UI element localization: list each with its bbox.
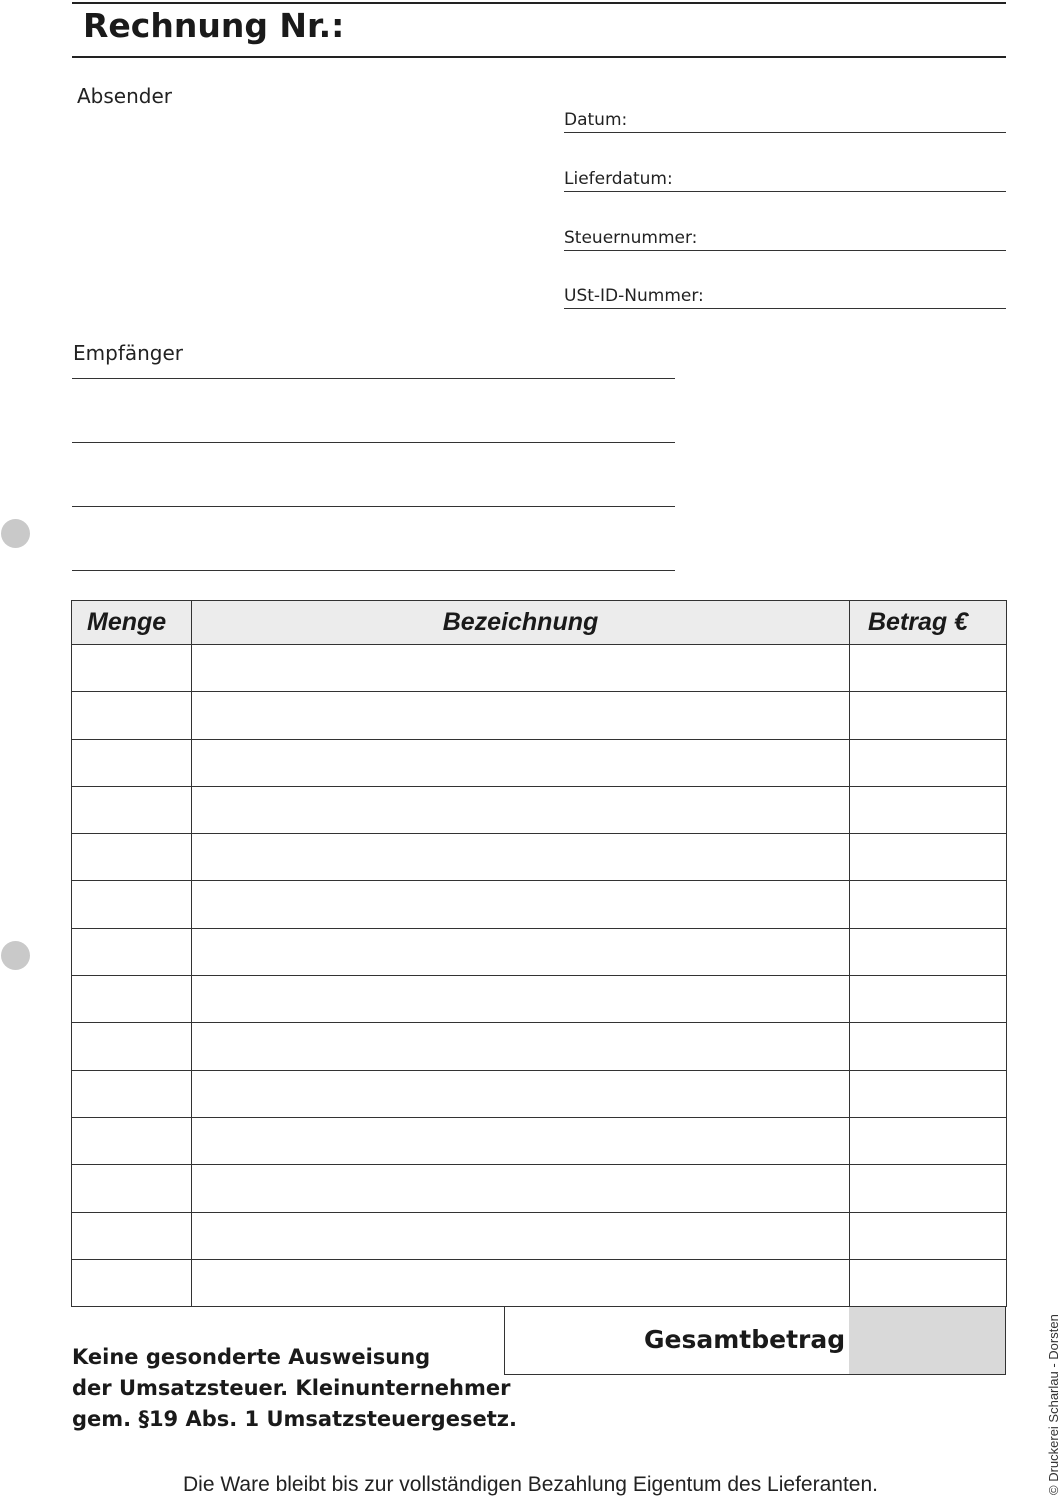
description-cell[interactable] xyxy=(192,928,850,975)
description-cell[interactable] xyxy=(192,1259,850,1306)
quantity-cell[interactable] xyxy=(72,976,192,1023)
table-row xyxy=(72,976,1007,1023)
table-row xyxy=(72,1070,1007,1117)
description-cell[interactable] xyxy=(192,739,850,786)
table-row xyxy=(72,1117,1007,1164)
amount-cell[interactable] xyxy=(850,1023,1007,1070)
quantity-cell[interactable] xyxy=(72,1212,192,1259)
vat-id-field[interactable] xyxy=(564,284,1006,309)
small-business-notice xyxy=(72,1342,517,1435)
total-label: Gesamtbetrag xyxy=(644,1325,846,1354)
amount-cell[interactable] xyxy=(850,1070,1007,1117)
table-row xyxy=(72,1212,1007,1259)
title-bottom-rule xyxy=(72,56,1006,58)
description-cell[interactable] xyxy=(192,1165,850,1212)
table-row xyxy=(72,834,1007,881)
notice-line-1: Keine gesonderte Ausweisung xyxy=(72,1345,431,1369)
amount-cell[interactable] xyxy=(850,976,1007,1023)
table-row xyxy=(72,692,1007,739)
recipient-line-2[interactable] xyxy=(72,442,675,443)
date-label: Datum: xyxy=(564,110,628,130)
quantity-cell[interactable] xyxy=(72,1117,192,1164)
recipient-line-3[interactable] xyxy=(72,506,675,507)
quantity-cell[interactable] xyxy=(72,834,192,881)
description-cell[interactable] xyxy=(192,692,850,739)
quantity-cell[interactable] xyxy=(72,645,192,692)
amount-cell[interactable] xyxy=(850,1259,1007,1306)
amount-cell[interactable] xyxy=(850,881,1007,928)
printer-imprint: © Druckerei Scharlau - Dorsten xyxy=(1046,1314,1061,1495)
description-cell[interactable] xyxy=(192,645,850,692)
table-row xyxy=(72,881,1007,928)
recipient-line-1[interactable] xyxy=(72,378,675,379)
quantity-cell[interactable] xyxy=(72,1070,192,1117)
description-cell[interactable] xyxy=(192,1212,850,1259)
title-top-rule xyxy=(72,2,1006,4)
punch-hole-upper xyxy=(1,519,30,548)
table-row xyxy=(72,928,1007,975)
table-row xyxy=(72,645,1007,692)
invoice-title: Rechnung Nr.: xyxy=(83,6,345,45)
table-row xyxy=(72,786,1007,833)
table-row xyxy=(72,1259,1007,1306)
description-cell[interactable] xyxy=(192,1117,850,1164)
delivery-date-field[interactable] xyxy=(564,167,1006,192)
quantity-cell[interactable] xyxy=(72,692,192,739)
date-field[interactable] xyxy=(564,108,1006,133)
quantity-cell[interactable] xyxy=(72,881,192,928)
amount-cell[interactable] xyxy=(850,1212,1007,1259)
table-header-row xyxy=(72,601,1007,645)
column-header-amount: Betrag € xyxy=(850,601,1007,645)
quantity-cell[interactable] xyxy=(72,1165,192,1212)
table-row xyxy=(72,1023,1007,1070)
notice-line-3: gem. §19 Abs. 1 Umsatzsteuergesetz. xyxy=(72,1407,517,1431)
punch-hole-lower xyxy=(1,941,30,970)
quantity-cell[interactable] xyxy=(72,1259,192,1306)
quantity-cell[interactable] xyxy=(72,786,192,833)
amount-cell[interactable] xyxy=(850,834,1007,881)
recipient-label: Empfänger xyxy=(73,341,184,365)
amount-cell[interactable] xyxy=(850,928,1007,975)
description-cell[interactable] xyxy=(192,881,850,928)
tax-number-label: Steuernummer: xyxy=(564,228,698,248)
amount-cell[interactable] xyxy=(850,739,1007,786)
quantity-cell[interactable] xyxy=(72,739,192,786)
items-table xyxy=(71,600,1007,1307)
description-cell[interactable] xyxy=(192,786,850,833)
description-cell[interactable] xyxy=(192,1070,850,1117)
sender-label: Absender xyxy=(77,84,172,108)
notice-line-2: der Umsatzsteuer. Kleinunternehmer xyxy=(72,1376,511,1400)
table-body xyxy=(72,645,1007,1307)
retention-of-title-note: Die Ware bleibt bis zur vollständigen Bezahlung Eigentum des Lieferanten. xyxy=(183,1473,878,1496)
amount-cell[interactable] xyxy=(850,1165,1007,1212)
recipient-line-4[interactable] xyxy=(72,570,675,571)
delivery-date-label: Lieferdatum: xyxy=(564,169,673,189)
tax-number-field[interactable] xyxy=(564,226,1006,251)
quantity-cell[interactable] xyxy=(72,928,192,975)
table-row xyxy=(72,1165,1007,1212)
quantity-cell[interactable] xyxy=(72,1023,192,1070)
amount-cell[interactable] xyxy=(850,1117,1007,1164)
total-value-cell[interactable] xyxy=(849,1306,1006,1375)
amount-cell[interactable] xyxy=(850,645,1007,692)
description-cell[interactable] xyxy=(192,834,850,881)
amount-cell[interactable] xyxy=(850,786,1007,833)
description-cell[interactable] xyxy=(192,1023,850,1070)
amount-cell[interactable] xyxy=(850,692,1007,739)
description-cell[interactable] xyxy=(192,976,850,1023)
table-row xyxy=(72,739,1007,786)
column-header-description: Bezeichnung xyxy=(192,601,850,645)
vat-id-label: USt-ID-Nummer: xyxy=(564,286,704,306)
column-header-quantity: Menge xyxy=(72,601,192,645)
